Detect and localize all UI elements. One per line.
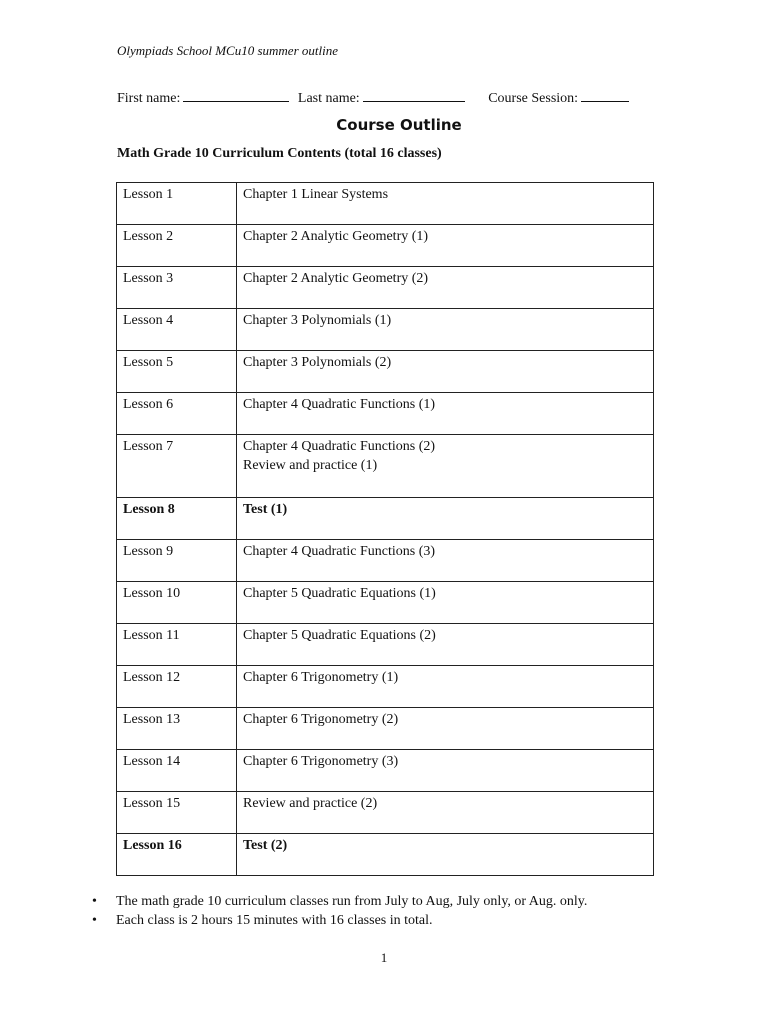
lesson-label: Lesson 8 (117, 498, 237, 540)
lesson-label: Lesson 16 (117, 834, 237, 876)
lesson-content-line: Chapter 5 Quadratic Equations (2) (243, 628, 436, 643)
lesson-content (237, 666, 654, 708)
note-item (92, 911, 587, 930)
lesson-row (117, 435, 654, 498)
lesson-content (237, 309, 654, 351)
lesson-label: Lesson 15 (117, 792, 237, 834)
lesson-row (117, 498, 654, 540)
lesson-content-line: Test (2) (243, 838, 288, 853)
lesson-label: Lesson 11 (117, 624, 237, 666)
lesson-row (117, 834, 654, 876)
header-note: Olympiads School MCu10 summer outline (117, 43, 338, 58)
lesson-row (117, 309, 654, 351)
lesson-label: Lesson 7 (117, 435, 237, 498)
lesson-label: Lesson 9 (117, 540, 237, 582)
first-name-field[interactable] (183, 89, 289, 102)
lesson-content-line: Chapter 2 Analytic Geometry (2) (243, 271, 429, 286)
note-text: Each class is 2 hours 15 minutes with 16 classes in total. (116, 913, 433, 928)
lesson-label: Lesson 4 (117, 309, 237, 351)
notes-list (92, 892, 587, 930)
lesson-content (237, 498, 654, 540)
note-item (92, 892, 587, 911)
lesson-row (117, 666, 654, 708)
lesson-label: Lesson 12 (117, 666, 237, 708)
name-line (117, 89, 629, 107)
lesson-content (237, 834, 654, 876)
bullet-icon: • (92, 913, 97, 928)
lesson-content-line: Chapter 1 Linear Systems (243, 187, 389, 202)
note-text: The math grade 10 curriculum classes run from July to Aug, July only, or Aug. only. (116, 894, 588, 909)
lesson-content-line: Chapter 4 Quadratic Functions (3) (243, 544, 436, 559)
lesson-content (237, 624, 654, 666)
lesson-content-line: Chapter 4 Quadratic Functions (1) (243, 397, 436, 412)
page-number: 1 (380, 950, 388, 965)
lesson-content (237, 708, 654, 750)
lesson-content (237, 435, 654, 498)
lesson-label: Lesson 6 (117, 393, 237, 435)
lesson-content-line: Chapter 3 Polynomials (1) (243, 313, 392, 328)
lesson-content-line: Chapter 6 Trigonometry (2) (243, 712, 399, 727)
lesson-content (237, 792, 654, 834)
first-name-label: First name: (117, 91, 181, 106)
lesson-row (117, 582, 654, 624)
lesson-row (117, 351, 654, 393)
lesson-row (117, 183, 654, 225)
lesson-content-line: Chapter 2 Analytic Geometry (1) (243, 229, 429, 244)
last-name-field[interactable] (363, 89, 465, 102)
lesson-row (117, 750, 654, 792)
lesson-row (117, 708, 654, 750)
lesson-content-line: Chapter 3 Polynomials (2) (243, 355, 392, 370)
lesson-row (117, 393, 654, 435)
lesson-content-line: Review and practice (1) (243, 458, 378, 473)
last-name-label: Last name: (297, 91, 360, 106)
lesson-content-line: Test (1) (243, 502, 288, 517)
lesson-label: Lesson 1 (117, 183, 237, 225)
lesson-content (237, 750, 654, 792)
lesson-label: Lesson 13 (117, 708, 237, 750)
page-title: Course Outline (336, 116, 462, 134)
lesson-label: Lesson 10 (117, 582, 237, 624)
lesson-content-line: Chapter 6 Trigonometry (3) (243, 754, 399, 769)
lesson-label: Lesson 14 (117, 750, 237, 792)
lesson-content (237, 582, 654, 624)
lesson-content-line: Chapter 6 Trigonometry (1) (243, 670, 399, 685)
lesson-row (117, 792, 654, 834)
bullet-icon: • (92, 894, 97, 909)
lesson-table (116, 182, 654, 876)
course-session-label: Course Session: (488, 91, 579, 106)
lesson-content (237, 540, 654, 582)
lesson-label: Lesson 3 (117, 267, 237, 309)
lesson-content (237, 225, 654, 267)
lesson-label: Lesson 5 (117, 351, 237, 393)
lesson-label: Lesson 2 (117, 225, 237, 267)
lesson-content (237, 351, 654, 393)
lesson-row (117, 540, 654, 582)
lesson-content (237, 183, 654, 225)
course-session-field[interactable] (581, 89, 629, 102)
curriculum-subtitle: Math Grade 10 Curriculum Contents (total 16 classes) (117, 146, 442, 161)
lesson-content (237, 267, 654, 309)
lesson-content-line: Review and practice (2) (243, 796, 378, 811)
lesson-row (117, 624, 654, 666)
lesson-content-line: Chapter 5 Quadratic Equations (1) (243, 586, 436, 601)
lesson-content (237, 393, 654, 435)
lesson-content-line: Chapter 4 Quadratic Functions (2) (243, 439, 436, 454)
lesson-row (117, 225, 654, 267)
lesson-row (117, 267, 654, 309)
